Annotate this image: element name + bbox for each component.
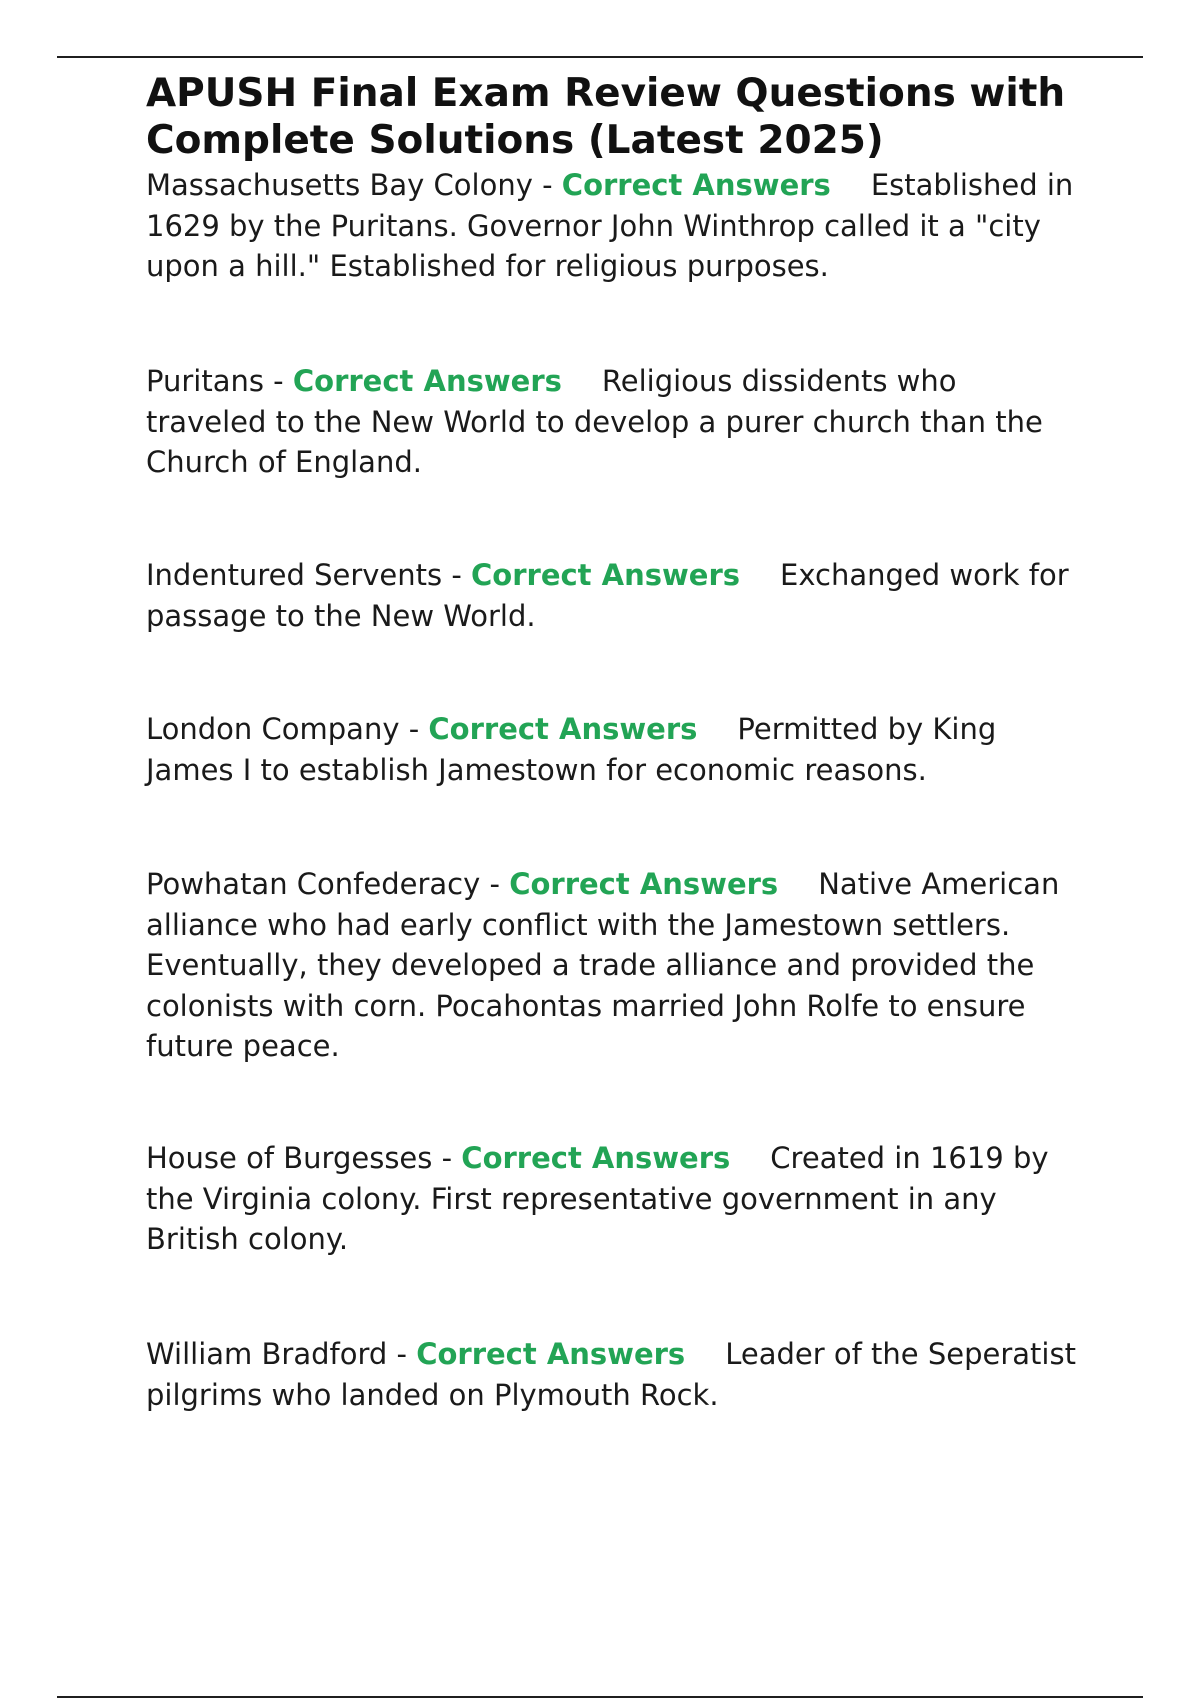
entry-definition: Native American alliance who had early conflict with the Jamestown settlers. Eventually, they developed a trade alliance and provided the colonists with corn. Pocahontas married John Rolfe to ensure future peace. xyxy=(146,867,1060,1063)
answer-label: Correct Answers xyxy=(416,1337,686,1371)
answer-label: Correct Answers xyxy=(561,168,831,202)
entry-massachusetts-bay-colony xyxy=(146,165,1086,287)
term-separator: - xyxy=(387,1337,417,1371)
entry-definition: Established in 1629 by the Puritans. Governor John Winthrop called it a "city upon a hill." Established for religious purposes. xyxy=(146,168,1074,283)
entry-term: Massachusetts Bay Colony xyxy=(146,168,533,202)
entry-london-company xyxy=(146,709,1086,790)
term-separator: - xyxy=(432,1141,462,1175)
top-divider xyxy=(57,56,1143,58)
entry-definition: Created in 1619 by the Virginia colony. First representative government in any British colony. xyxy=(146,1141,1049,1256)
entry-definition: Leader of the Seperatist pilgrims who landed on Plymouth Rock. xyxy=(146,1337,1076,1412)
term-separator: - xyxy=(399,712,429,746)
answer-label: Correct Answers xyxy=(471,558,741,592)
document-body xyxy=(146,70,1086,1412)
entry-definition: Permitted by King James I to establish Jamestown for economic reasons. xyxy=(146,712,997,787)
entry-indentured-servents xyxy=(146,555,1086,636)
document-title: APUSH Final Exam Review Questions with Complete Solutions (Latest 2025) xyxy=(146,71,1066,163)
entry-term: William Bradford xyxy=(146,1337,388,1371)
answer-label: Correct Answers xyxy=(509,867,779,901)
entry-william-bradford xyxy=(146,1334,1086,1415)
term-separator: - xyxy=(263,364,293,398)
entry-definition: Exchanged work for passage to the New World. xyxy=(146,558,1069,633)
answer-label: Correct Answers xyxy=(461,1141,731,1175)
entry-term: House of Burgesses xyxy=(146,1141,433,1175)
entry-puritans xyxy=(146,361,1086,483)
entry-term: London Company xyxy=(146,712,400,746)
entry-term: Indentured Servents xyxy=(146,558,443,592)
term-separator: - xyxy=(442,558,472,592)
entry-powhatan-confederacy xyxy=(146,864,1086,1067)
term-separator: - xyxy=(532,168,562,202)
term-separator: - xyxy=(480,867,510,901)
entry-house-of-burgesses xyxy=(146,1138,1086,1260)
entry-term: Powhatan Confederacy xyxy=(146,867,481,901)
answer-label: Correct Answers xyxy=(428,712,698,746)
answer-label: Correct Answers xyxy=(292,364,562,398)
bottom-divider xyxy=(57,1696,1143,1698)
entry-definition: Religious dissidents who traveled to the New World to develop a purer church than the Church of England. xyxy=(146,364,1043,479)
entry-term: Puritans xyxy=(146,364,264,398)
